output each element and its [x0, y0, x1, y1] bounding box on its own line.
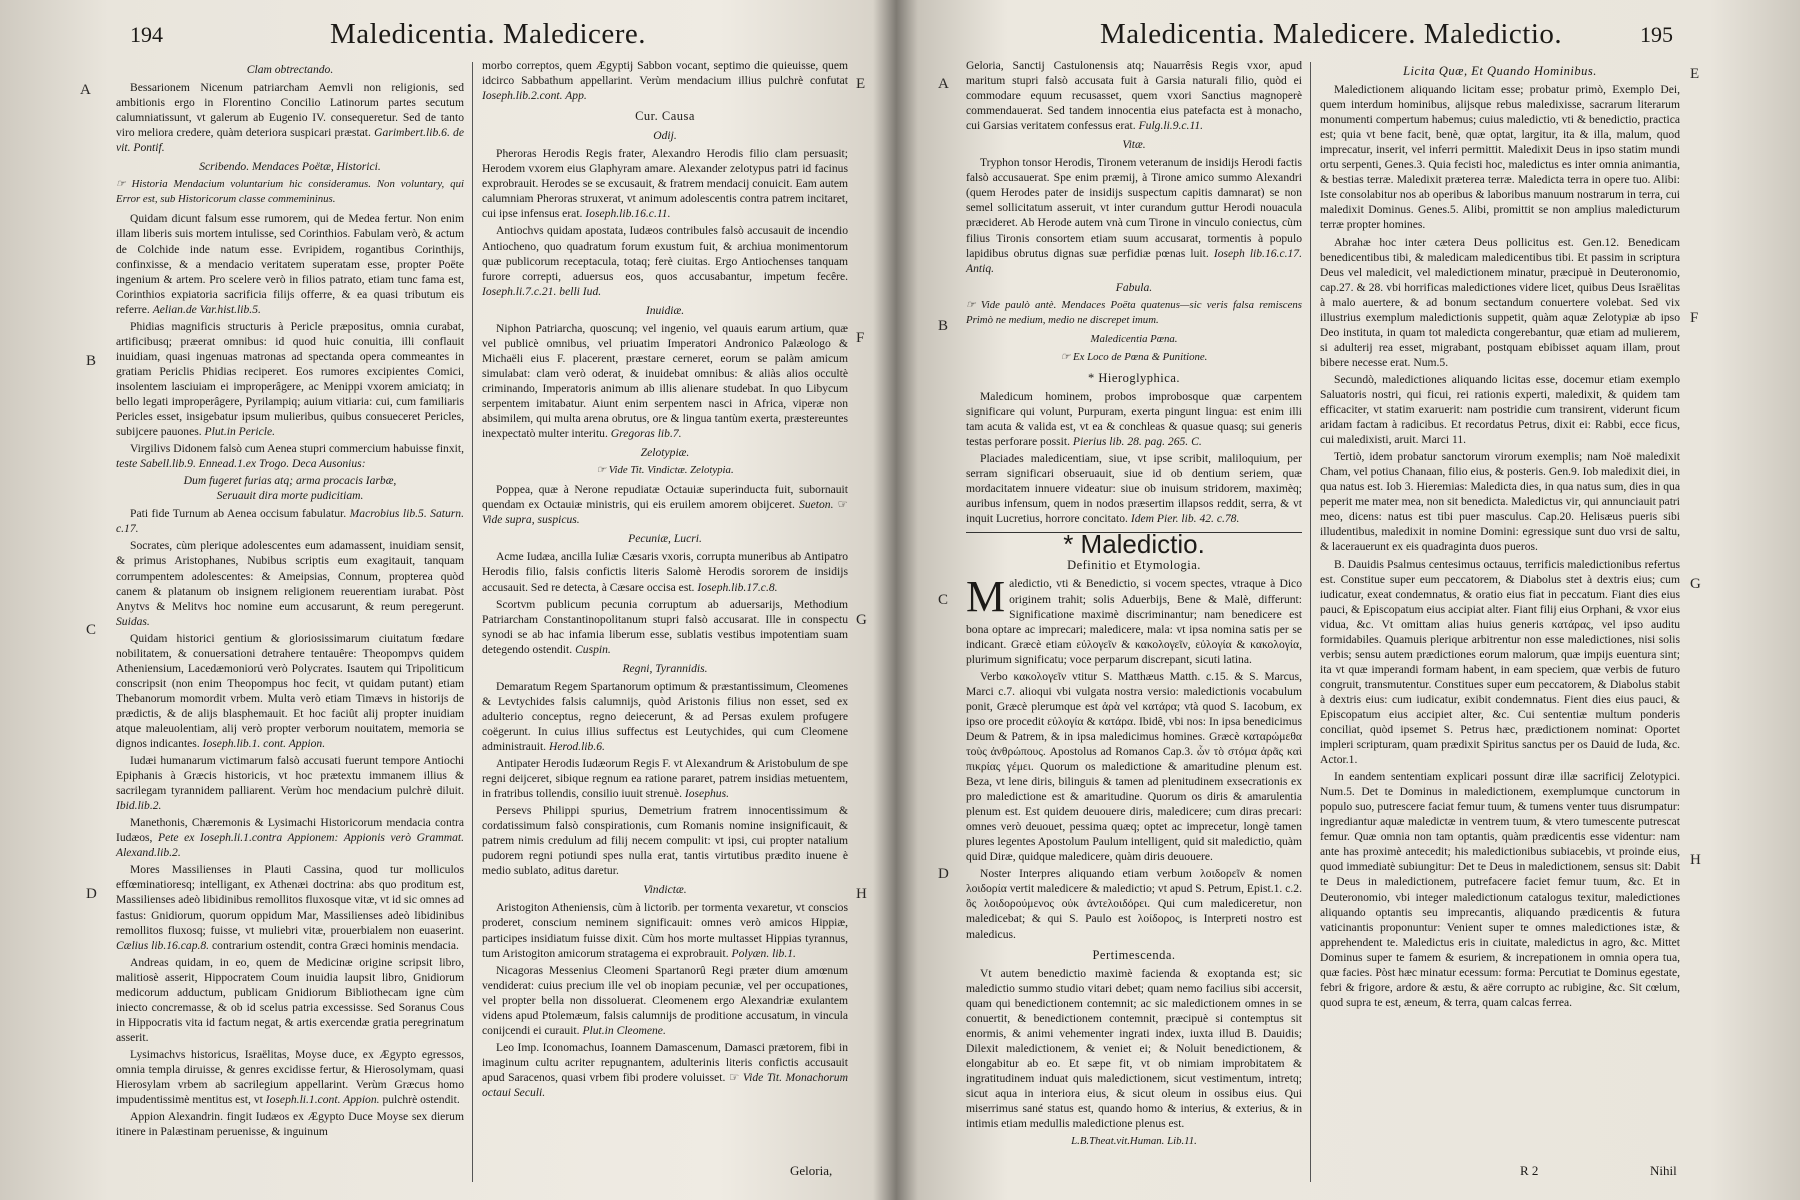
- section-header: Pertimescenda.: [1092, 947, 1176, 962]
- paragraph: Virgilivs Didonem falsò cum Aenea stupri commercium habuisse finxit, teste Sabell.lib.9. Ennead.1.ex Trogo. Deca Ausonius:: [116, 442, 464, 471]
- paragraph: In eandem sententiam explicari possunt diræ illæ sacrificij Zelotypici. Num.5. Det te Dominus in maledictionem, exemplumque cunctorum in populo suo, putrescere faciat femur tuum, & tumens venter tuus disrumpatur: ingrediantur aquæ maledictæ in ventrem tuum, & vtero tumescente putrescat femur. Quæ omnia non tam optantis, quàm prædicentis esse videntur: nam ante has proximè antecedit; his maledictionibus subiacebis, vt proinde eius, quod immediatè subiungitur: Det te Deus in maledictionem, sensus sit: Dabit te Deus in maledictionem, putrefacere faciet femur tuum, &c. Et in Deuteronomio, vbi integer maledictionum catalogus texitur, maledictiones aliquando optantis seu imprecantis, aliquando prædicentis & futura vaticinantis proponuntur: Venient super te omnes maledictiones istæ, & apprehendent te. Maledictus eris in ciuitate, maledictus in agro, &c. Mittet Dominus super te famem & esuriem, & increpationem in omnia opera tua, quæ facies. Pòst hæc minatur ecessum: forma: Percutiat te Dominus egestate, febri & frigore, ardore & æstu, & aëre corrupto ac rubigine, &c. Sit cœlum, quod supra te est, æneum, & terra, quam calcas ferrea.: [1320, 770, 1680, 1009]
- paragraph: Poppea, quæ à Nerone repudiatæ Octauiæ superinducta fuit, subornauit quendam ex Octauiæ ministris, qui eis eruilem amorem obijceret. Sueton. ☞ Vide supra, suspicus.: [482, 483, 848, 527]
- sub-header: Vindictæ.: [643, 883, 687, 897]
- cross-reference-note: ☞ Vide paulò antè. Mendaces Poëta quatenus—sic veris falsa remiscens Primò ne medium, medio ne discrepet imum.: [966, 298, 1302, 326]
- section-header: Clam obtrectando.: [246, 63, 334, 76]
- paragraph: Bessarionem Nicenum patriarcham Aemvli non religionis, sed ambitionis ergo in Florentino Concilio Latinorum partes secutum calumniatissunt, vt galerum ab Eugenio IV. consequeretur. Sed de tanto viro meliora credere, quàm deteriora suspicari præstat. Garimbert.lib.6. de vit. Pontif.: [116, 81, 464, 155]
- sub-header: Scribendo. Mendaces Poëtæ, Historici.: [199, 160, 381, 174]
- paragraph: Phidias magnificis structuris à Pericle præpositus, omnia curabat, artificibusq; præerat omnibus: id quod huic conuitia, illi conflauit inuidiam, quasi ingenuas matronas ad spectanda opera commeantes in gratiam Periclis Phidias reciperet. Eos rumores excipientes Comici, insolentem lasciuiam ei improperâgere, ac Menippi vxorem amiciatq; in bello legati improperâgere, Pyrilampiq; auium vitiaria: cui, cum familiaris Pericles esset, insigebatur ipsum mulieribus, quibus consueceret Pericles, subijcere pauones. Plut.in Pericle.: [116, 319, 464, 439]
- right-page: [880, 0, 1800, 1200]
- column-divider: [472, 62, 473, 1182]
- paragraph: Verbo κακολογεῖν vtitur S. Matthæus Matth. c.15. & S. Marcus, Marci c.7. alioqui vbi vulgata nostra versio: maledictionis vocabulum ponit, Græcè plerumque est ἀρὰ vel κατάρα; vtà quod S. Iacobum, ex ipso ore procedit εὐλογία & κατάρα. Ibidê, vbi nos: In ipsa benedicimus Deum & Patrem, & in ipsa maledicimus homines. Græcè καταρώμεθα τοὺς ἀνθρώπους. Apostolus ad Romanos Cap.3. ὧν τὸ στόμα ἀρᾶς καὶ πικρίας γέμει. Quorum os maledictione & amaritudine plenum est. Beza, vt lene diris, bilinguis & tamen ad plenitudinem exsecrationis ex pro maledictione est & amaritudine. Quorum os diris & amarulentia plenum est. Est quidem deuouere diris, maledicere; cum diras precari: omnes verò deuouet, pessima quæq; optet ac imprecetur, longè tamen plures legentes Apostolum Paulum intelligent, quid sit maledictio, quàm quid Diræ, quidque maledicere, quàm diris deuouere.: [966, 669, 1302, 864]
- paragraph: Lysimachvs historicus, Israëlitas, Moyse duce, ex Ægypto egressos, omnia templa diruisse, & genres excidisse fertur, & Hierosolymam, quasi Hierosylam vrbem ab sacrilegium appellarint. Verùm Græcus homo impudentissimè mentitus est, vt Ioseph.li.1.cont. Appion. pulchrè ostendit.: [116, 1047, 464, 1107]
- paragraph: Maledictio, vti & Benedictio, si vocem spectes, vtraque à Dico originem trahit; solis Aduerbijs, Bene & Malè, differunt: Significatione maximè discriminantur; nam benedicere est bona optare ac imprecari; maledicere, mala: vt ipsa nomina satis per se indicant. Græcè etiam εὐλογεῖν & κακολογεῖν, εὐλογία & κακολογία, plurimum significatu; voce perparum discrepant, sicuti latina.: [966, 572, 1302, 666]
- margin-letter: A: [938, 76, 949, 92]
- margin-letter: B: [938, 318, 949, 334]
- paragraph: Tertiò, idem probatur sanctorum virorum exemplis; nam Noë maledixit Cham, vel potius Chanaan, filio eius, & posteris. Gen.9. Iob maledixit diei, in qua natus est. Iob 3. Hieremias: Maledicta dies, in qua natus sum, dies in qua peperit me mater mea, non sit benedicta. Maledictus vir, qui annunciauit patri meo, dicens: natus est tibi puer masculus. Cap.20. Helisæus pueris sibi illudentibus, maledixit in nomine Domini: egressique sunt duo vrsi de saltu, & lacerauerunt ex eis quadraginta duos pueros.: [1320, 450, 1680, 554]
- margin-letter: H: [1690, 852, 1701, 868]
- margin-letter: D: [86, 886, 97, 902]
- cross-reference-note: Maledicentia Pœna.: [1090, 332, 1178, 345]
- paragraph: Placiades maledicentiam, siue, vt ipse scribit, maliloquium, per serram significari obseruauit, siue id ob dentium seriem, quæ mordacitatem innuere videatur: siue ob inuisum stridorem, maximèq; auribus infensum, quem in nodos præsertim illapsos reddit, serra, & vt inquit Lucretius, horrore concitato. Idem Pier. lib. 42. c.78.: [966, 452, 1302, 526]
- margin-letter: F: [856, 330, 865, 346]
- sub-header: Vitæ.: [1122, 138, 1146, 152]
- running-head: Maledicentia. Maledicere. Maledictio.: [1100, 18, 1563, 50]
- margin-letter: H: [856, 886, 867, 902]
- left-column-2: [482, 58, 848, 1102]
- paragraph: Appion Alexandrin. fingit Iudæos ex Ægypto Duce Moyse sex dierum itinere in Palæstinam peruenisse, & inguinum: [116, 1110, 464, 1139]
- section-title: * Maledictio.: [1063, 529, 1205, 560]
- column-divider: [1310, 62, 1311, 1182]
- verse-line: Dum fugeret furias atq; arma procacis Iarbæ,: [183, 474, 397, 488]
- paragraph: Secundò, maledictiones aliquando licitas esse, docemur etiam exemplo Saluatoris nostri, qui ficui, rei rationis experti, maledixit, & quidem tam efficaciter, vt statim exaruerit: nam postridie cum transirent, viderunt ficum aridam factam à radicibus. Et recordatus Petrus, dixit ei: Rabbi, ecce ficus, cui maledixisti, aruit. Marci 11.: [1320, 372, 1680, 447]
- section-title-block: [966, 529, 1302, 560]
- sub-header: Inuidiæ.: [645, 303, 685, 317]
- section-header: * Hieroglyphica.: [1087, 370, 1180, 385]
- paragraph: Persevs Philippi spurius, Demetrium fratrem innocentissimum & cordatissimum falsò conspirationis, cum Romanis nomine insignificauit, & patrem nimis credulum ad filij necem compulit: vt ipsi, cui propter natalium pudorem regni potiundi spes nulla erat, tantis virtutibus prædito inuene è medio sublato, aditus daretur.: [482, 804, 848, 878]
- paragraph: Iudæi humanarum victimarum falsò accusati fuerunt tempore Antiochi Epiphanis à Græcis historicis, vt hoc prætextu immanem illius & sacrilegam tyrannidem palliarent. Verùm hoc mendacium pulchrè diluit. Ibid.lib.2.: [116, 754, 464, 813]
- margin-letter: C: [86, 622, 97, 638]
- paragraph: Andreas quidam, in eo, quem de Medicinæ origine scripsit libro, malitiosè asserit, Hippocratem Coum inuidia laupsit libro, Gnidiorum medicorum adductum, publicam Gnidiorum Bibliothecam igne cùm iniecto concremasse, & ob id scelus patria excessisse. Sed Soranus Cous in Hippocratis vita id factum negat, & artis exercendæ gratia peregrinatum asserit.: [116, 955, 464, 1044]
- cross-reference-note: ☞ Historia Mendacium voluntarium hic consideramus. Non voluntary, qui Error est, sub Historicorum classe commemininus.: [116, 178, 464, 206]
- paragraph: morbo correptos, quem Ægyptij Sabbon vocant, septimo die quieuisse, quem idcirco Sabbathum appellarint. Verùm mendacium illius pulchrè confutat Ioseph.lib.2.cont. App.: [482, 59, 848, 103]
- paragraph: Socrates, cùm plerique adolescentes eum adamassent, inuidiam sensit, & primus Aristophanes, Nubibus scriptis eum exagitauit, tanquam corrumpentem adolescentes: & Ameipsias, Connum, propterea quòd canem & platanum ob insignem religionem reuerentiam iurabat. Pòst Anytvs & Melitvs hoc nomine eum accusarunt, & reum peregerunt. Suidas.: [116, 539, 464, 628]
- left-column-1: [116, 58, 464, 1141]
- margin-letter: E: [856, 76, 866, 92]
- cross-reference-note: ☞ Vide Tit. Vindictæ. Zelotypia.: [596, 464, 734, 477]
- paragraph: Maledicum hominem, probos improbosque quæ carpentem significare qui volunt, Purpuram, exerta pingunt lingua: est enim illi tam acuta & valida est, vt ea & conchleas & quasue quasq; sui generis testas perforare possit. Pierius lib. 28. pag. 265. C.: [966, 389, 1302, 449]
- section-header: Licita Quæ, Et Quando Hominibus.: [1403, 64, 1597, 78]
- page-number: 195: [1640, 22, 1673, 47]
- paragraph: Maledictionem aliquando licitam esse; probatur primò, Exemplo Dei, quem interdum hominibus, alijsque rebus maledixisse, sacrarum literarum monumenti compertum habemus; cuius maledictio, vti & benedictio, practica est; quia vt bene facit, benè, quæ optat, largitur, ita & illa, malum, quod imprecatur, inserit, vel inferri permittit. Maledixit Deus in ipso statim mundi ortu serpenti, Genes.3. Quia fecisti hoc, maledictus es inter omnia animantia, & bestias terræ. Maledixit præterea terræ. Maledicta terra in opere tuo. Alibi: Iste consolabitur nos ab operibus & laboribus manuum nostrarum in terra, cui maledixit Dominus. Genes.5. Alibi, promittit se non amplius maledicturum terræ propter homines.: [1320, 83, 1680, 232]
- paragraph: Quidam historici gentium & gloriosissimarum ciuitatum fœdare nobilitatem, & conuersationi detrahere tentauêre: Theopompvs quidem Atheniensium, Lacedæmoniorú verò Polycrates. Isautem qui Tripoliticum conscripsit (non enim Theopompus hoc fecit, vt quidam putant) etiam Thebanorum momordit vrbem. Multa verò etiam Timævs in historijs de prædictis, & de alijs blasphemauit. Et hoc faciût alij propter inuidiam atque maleuolentiam, alij verò propter verborum nouitatem, memoria se dignos indicantes. Ioseph.lib.1. cont. Appion.: [116, 631, 464, 751]
- catchword: Nihil: [1650, 1163, 1677, 1178]
- paragraph: Demaratum Regem Spartanorum optimum & præstantissimum, Cleomenes & Levtychides falsis calumnijs, quòd Aristonis filius non esset, sed ex adulterio conceptus, regno deiecerunt, & ad Persas exulem profugere coëgerunt. In cuius illius suffectus est Leutychides, qui cum Cleomene administrauit. Herod.lib.6.: [482, 679, 848, 753]
- paragraph: Pheroras Herodis Regis frater, Alexandro Herodis filio clam persuasit; Herodem vxorem eius Glaphyram amare. Alexander zelotypus patri id facinus exprobrauit. Herodes se se excusauit, & fratrem mendacij conuicit. Eam autem calumniam Pheroras struxerat, vt animum adolescentis contra patrem incitaret, cui ipse infensus erat. Ioseph.lib.16.c.11.: [482, 147, 848, 221]
- left-page: [0, 0, 880, 1200]
- margin-letter: C: [938, 592, 949, 608]
- margin-letter: G: [856, 612, 867, 628]
- paragraph: Antipater Herodis Iudæorum Regis F. vt Alexandrum & Aristobulum de spe regni deijceret, sibique regnum ea ratione pararet, patrem insidias metuentem, in fratribus tollendis, consilio iuuit strenuè. Iosephus.: [482, 757, 848, 801]
- paragraph: Abrahæ hoc inter cætera Deus pollicitus est. Gen.12. Benedicam benedicentibus tibi, & maledicam maledicentibus tibi. Et passim in scriptura Deus vel maledicit, vel maledictionem minatur, præcipuè in Deuteronomio, cap.27. & 28. vbi horrificas maledictiones videre licet, quibus Deus Israëlitas à malo auertere, & ad bonum sectandum conuertere volebat. Sed vix illustrius exemplum maledictionis suppetit, quàm aquæ Zelotypiæ ab ipso Deo instituta, in quam tot maledicta congerebantur, quæ etiam ad mulierem, si adulterij rea esset, migrabant, postquam ebibisset aquam illam, prout bibere necesse erat. Num.5.: [1320, 235, 1680, 369]
- sub-header: Odij.: [653, 129, 677, 143]
- page-number: 194: [130, 22, 163, 47]
- source-reference: L.B.Theat.vit.Human. Lib.11.: [1071, 1135, 1197, 1148]
- section-header: Definitio et Etymologia.: [1067, 558, 1201, 573]
- sub-header: Regni, Tyrannidis.: [622, 661, 708, 675]
- paragraph: Aristogiton Atheniensis, cùm à lictorib. per tormenta vexaretur, vt conscios proderet, conscium neminem significauit: omnes verò amicos Hippiæ, participes insidiatum fuisse dixit. Cùm hos morte multasset Hippias tyrannus, tum Aristogiton amicorum stratagema ei exprobrauit. Polyæn. lib.1.: [482, 901, 848, 960]
- paragraph: Leo Imp. Iconomachus, Ioannem Damascenum, Damasci prætorem, fibi in imaginum cultu acriter repugnantem, adulterinis literis confictis accusauit apud Saracenos, quasi vrbem fibi prodere voluisset. ☞ Vide Tit. Monachorum octaui Seculi.: [482, 1040, 848, 1099]
- paragraph: Pati fide Turnum ab Aenea occisum fabulatur. Macrobius lib.5. Saturn. c.17.: [116, 507, 464, 536]
- sub-header: Pecuniæ, Lucri.: [628, 532, 702, 546]
- paragraph: Mores Massilienses in Plauti Cassina, quod tur molliculos effœminatioresq; intelligant, ex Athenæi doctrina: abs quo proditum est, Massilienses adeò libidinibus remollitos fluxosque vitæ, vt id sic omnes ad fastus: Gnidiorum, quorum oppidum Mar, Massilienses adeò libidinibus remollitos fluxosq; fuisse, vt muliebri vitæ, prouerbialem non euaserint. Cælius lib.16.cap.8. contrarium ostendit, contra Græci hominis mendacia.: [116, 863, 464, 952]
- paragraph: Manethonis, Chæremonis & Lysimachi Historicorum mendacia contra Iudæos, Pete ex Ioseph.li.1.contra Appionem: Appionis verò Grammat. Alexand.lib.2.: [116, 816, 464, 860]
- catchword: Geloria,: [790, 1163, 833, 1178]
- drop-cap: M: [966, 572, 1006, 622]
- paragraph: Niphon Patriarcha, quoscunq; vel ingenio, vel quauis earum artium, quæ vel publicè omnibus, vel priuatim Imperatori Andronico Palæologo & Michaëli eius F. placerent, præstare cerneret, eorum se palàm amicum simulabat: clam verò oderat, & inuidebat omnibus: & aliàs alios occultè criminando, Imperatoris animum ab illis alienare studebat. In quo Libycum serpentem imitabatur. Aiunt enim serpentem nasci in Africa, viperæ non absimilem, qui multa arena obrutus, ore & lingua tantùm exerta, præstereuntes inexpectatò multer interitu. Gregoras lib.7.: [482, 321, 848, 441]
- margin-letter: B: [86, 353, 97, 369]
- right-column-1: [966, 58, 1302, 1153]
- paragraph: Vt autem benedictio maximè facienda & exoptanda est; sic maledictio summo studio vitari debet; quam nemo facilius sibi accersit, quam qui benedictionem contemnit; ac sic maledictionem omnes in se conuertit, & benedictionem contemnit, præcipuè si contemptus sit enormis, & animi vehementer ingrati index, iuxta illud B. Dauidis; Dilexit maledictionem, & veniet ei; & Noluit benedictionem, & elongabitur ab eo. Et sæpe fit, vt ob nimiam improbitatem & ingratitudinem induat quis maledictionem, sicut vestimentum, intretq; sicut aqua in interiora eius, & sicut oleum in ossibus eius. Qui miserrimus sané status est, quando homo & interius, & exterius, & in intimis etiam medullis maledictione plenus est.: [966, 966, 1302, 1131]
- paragraph: Tryphon tonsor Herodis, Tironem veteranum de insidijs Herodi factis falsò accusauerat. Spe enim præmij, à Tirone amico summo Alexandri (quem Herodes pater de insidijs suspectum capitis damnarat) se non semel sollicitatum asseruit, vt inter curandum guttur Herodi nouacula præcideret. Ab Herode autem vnà cum Tirone in vinculo coniectus, cùm filius Tironis consortem etiam suum accusarat, tormentis à populo lapidibus obrutus dignas suæ perfidiæ pœnas luit. Ioseph lib.16.c.17. Antiq.: [966, 156, 1302, 275]
- paragraph: Acme Iudæa, ancilla Iuliæ Cæsaris vxoris, corrupta muneribus ab Antipatro Herodis filio, falsis confictis literis Salomè Herodis sororem de insidijs accusauit. Sed re detecta, à Cæsare occisa est. Ioseph.lib.17.c.8.: [482, 550, 848, 594]
- paragraph: Scortvm publicum pecunia corruptum ab aduersarijs, Methodium Patriarcham Constantinopolitanum stupri falsò accusarat. Ille in conspectu synodi se ab hac infamia liberum esse, sublatis vestibus impotentiam suam detegendo ostendit. Cuspin.: [482, 597, 848, 656]
- signature-mark: R 2: [1520, 1163, 1539, 1178]
- right-column-2: [1320, 58, 1680, 1012]
- paragraph: Antiochvs quidam apostata, Iudæos contribules falsò accusauit de incendio Antiocheno, quo quadratum forum exustum fuit, & archiua monimentorum quæ publicorum receptacula, totaq; ferè ciuitas. Ergo Antiochenses tanquam furore correpti, aduersus eos, quos accusabantur, impetum fecêre. Ioseph.li.7.c.21. belli Iud.: [482, 224, 848, 298]
- paragraph: Nicagoras Messenius Cleomeni Spartanorû Regi præter dium amœnum vendiderat: cuius precium ille vel ob inopiam pecuniæ, vel per occupationes, vel propter bella non dissoluerat. Cleomenem ergo Alexandriæ exulantem videns apud Ptolemæum, falsis calumnijs de proditione accusatum, in vincula conijcendi ei curauit. Plut.in Cleomene.: [482, 963, 848, 1037]
- sub-header: Zelotypiæ.: [640, 446, 690, 460]
- verse-line: Seruauit dira morte pudicitiam.: [216, 489, 364, 503]
- paragraph: B. Dauidis Psalmus centesimus octauus, terrificis maledictionibus refertus est. Constitue super eum peccatorem, & Diabolus stet à dextris eius; cum iudicatur, exeat condemnatus, & oratio eius fiat in peccatum. Fiant dies eius pauci, & Episcopatum eius accipiat alter. Fiant filij eius Orphani, & vxor eius vidua, &c. Vt omittam alias huius generis κατάρας, vel ipso auditu formidabiles. Quamuis plerique arbitrentur non esse maledictiones, nisi solis verbis; sensu autem prædictiones eorum malorum, quæ impijs euentura sint; ita vt quæ imperandi formam habent, in eam speciem, quæ verbis de futuro congruit, transmutentur. Constitues super eum peccatorem, & Diabolus stabit à dextris eius: cum iudicatur, exibit condemnatus. Fient dies eius pauci, & Episcopatum eius accipiet alter, &c. Cui sententiæ multum ponderis conciliat, quòd ipsemet S. Petrus hæc, prædictionem nominat: Oportet impleri scripturam, quam prædixit Spiritus sanctus per os Dauid de Iuda, &c. Actor.1.: [1320, 557, 1680, 767]
- paragraph: Quidam dicunt falsum esse rumorem, qui de Medea fertur. Non enim illam liberis suis mortem intulisse, sed Corinthios. Fabulam verò, & actum de Colchide inde natum esse. Evripidem, rogantibus Corinthijs, confinxisse, & a mendacio veritatem superatam esse, propter Poëte ingenium & artem. Pro scelere verò in filios patrato, etiam tunc fama est, Corinthios expiatoria sacrificia filijs offerre, & ea quasi tributum eis referre. Aelian.de Var.hist.lib.5.: [116, 212, 464, 316]
- margin-letter: G: [1690, 576, 1701, 592]
- paragraph: Geloria, Sanctij Castulonensis atq; Nauarrêsis Regis vxor, apud maritum stupri falsò accusata fuit à Garsia naturali filio, quòd ei commodare equum recusasset, quem vxori Sanctius magnoperè commendauerat. Sed tandem innocentia eius patefacta est à monacho, cui Garsias veritatem confessus erat. Fulg.li.9.c.11.: [966, 59, 1302, 133]
- cross-reference-note: ☞ Ex Loco de Pœna & Punitione.: [1060, 350, 1208, 363]
- section-header: Cur. Causa: [635, 109, 695, 124]
- paragraph: Noster Interpres aliquando etiam verbum λοιδορεῖν & nomen λοιδορία vertit maledicere & maledictio; vt apud S. Petrum, Epist.1. c.2. ὃς λοιδορούμενος οὐκ ἀντελοιδόρει. Qui cum malediceretur, non maledicebat; & qui S. Paulo est λοίδορος, is Interpreti nostro est maledicus.: [966, 867, 1302, 941]
- margin-letter: A: [80, 82, 91, 98]
- sub-header: Fabula.: [1115, 280, 1153, 294]
- margin-letter: E: [1690, 66, 1700, 82]
- margin-letter: D: [938, 866, 949, 882]
- margin-letter: F: [1690, 310, 1699, 326]
- running-head: Maledicentia. Maledicere.: [330, 18, 647, 50]
